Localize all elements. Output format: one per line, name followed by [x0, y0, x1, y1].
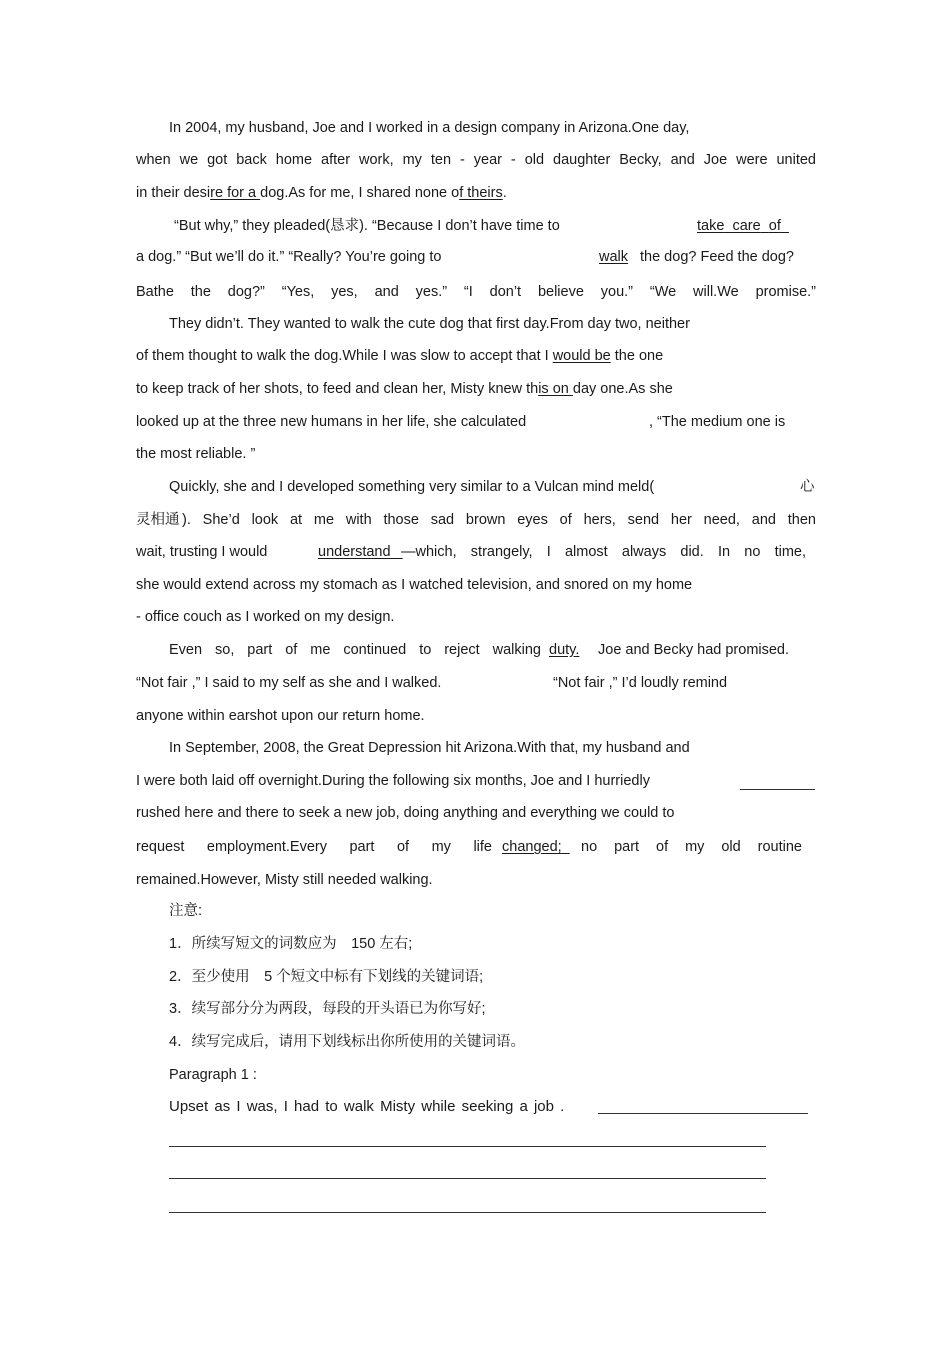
passage-line: remained.However, Misty still needed walking.	[136, 872, 433, 888]
passage-line: the most reliable. ”	[136, 446, 256, 462]
passage-line: Joe and Becky had promised.	[598, 642, 790, 658]
keyword-walk: walk	[599, 249, 629, 265]
passage-line: “Not fair ,” I’d loudly remind	[553, 675, 728, 691]
passage-line: to keep track of her shots, to feed and clean her, Misty knew this on day one.As she	[136, 381, 673, 397]
writing-line[interactable]	[169, 1146, 766, 1147]
passage-line: - office couch as I worked on my design.	[136, 609, 395, 625]
passage-line: —which, strangely, I almost always did. In no time,	[401, 544, 806, 560]
note-item: 3．续写部分分为两段，每段的开头语已为你写好;	[169, 1001, 486, 1017]
paragraph-opener: Upset as I was, I had to walk Misty while seeking a job .	[169, 1098, 565, 1115]
writing-line[interactable]	[598, 1113, 808, 1114]
passage-line: They didn’t. They wanted to walk the cute dog that first day.From day two, neither	[169, 316, 690, 332]
passage-line: she would extend across my stomach as I watched television, and snored on my home	[136, 577, 693, 593]
chinese-gloss: 恳求	[330, 218, 360, 234]
keyword: of	[768, 218, 781, 234]
passage-line: , “The medium one is	[649, 414, 786, 430]
keyword-changed: changed;	[502, 839, 562, 855]
keyword: take	[697, 218, 725, 234]
passage-line: no part of my old routine	[581, 839, 802, 855]
keyword-understand: understand	[318, 544, 391, 560]
paragraph-label: Paragraph 1 :	[169, 1067, 257, 1083]
passage-line: wait, trusting I would	[136, 544, 268, 560]
keyword-would-be: would be	[552, 348, 611, 364]
chinese-gloss: 心	[800, 479, 815, 495]
passage-line: when we got back home after work, my ten - year - old daughter Becky, and Joe were united	[136, 152, 816, 168]
chinese-gloss: 灵相通	[136, 512, 180, 528]
passage-line: Bathe the dog?” “Yes, yes, and yes.” “I don’t believe you.” “We will.We promise.”	[136, 284, 816, 300]
passage-line: a dog.” “But we’ll do it.” “Really? You’re going to	[136, 249, 442, 265]
passage-line: Quickly, she and I developed something very similar to a Vulcan mind meld(	[169, 479, 655, 495]
passage-line: “Not fair ,” I said to my self as she and I walked.	[136, 675, 442, 691]
note-item: 1．所续写短文的词数应为 150 左右;	[169, 936, 413, 952]
notes-heading: 注意:	[169, 903, 203, 919]
passage-line: Even so, part of me continued to reject walking	[169, 642, 541, 658]
passage-line: I were both laid off overnight.During the following six months, Joe and I hurriedly	[136, 773, 650, 789]
passage-line: ). She’d look at me with those sad brown eyes of hers, send her need, and then	[182, 512, 816, 528]
keyword: care	[732, 218, 761, 234]
note-item: 2．至少使用 5 个短文中标有下划线的关键词语;	[169, 969, 484, 985]
passage-line: anyone within earshot upon our return home.	[136, 708, 425, 724]
writing-line[interactable]	[169, 1212, 766, 1213]
passage-line: the dog? Feed the dog?	[640, 249, 794, 265]
keyword-duty: duty.	[549, 642, 580, 658]
passage-line: In September, 2008, the Great Depression hit Arizona.With that, my husband and	[169, 740, 690, 756]
passage-line: of them thought to walk the dog.While I was slow to accept that I would be the one	[136, 348, 664, 364]
passage-line: “But why,” they pleaded(恳求). “Because I don’t have time to	[174, 218, 560, 234]
passage-line: In 2004, my husband, Joe and I worked in a design company in Arizona.One day,	[169, 120, 690, 136]
passage-line: looked up at the three new humans in her life, she calculated	[136, 414, 527, 430]
passage-line: rushed here and there to seek a new job, doing anything and everything we could to	[136, 805, 675, 821]
passage-line: request employment.Every part of my life	[136, 839, 492, 855]
passage-line: in their desire for a dog.As for me, I shared none of theirs.	[136, 185, 507, 201]
blank-line	[740, 789, 815, 790]
note-item: 4．续写完成后，请用下划线标出你所使用的关键词语。	[169, 1034, 526, 1050]
keyword-take-care-of	[697, 216, 789, 236]
writing-line[interactable]	[169, 1178, 766, 1179]
